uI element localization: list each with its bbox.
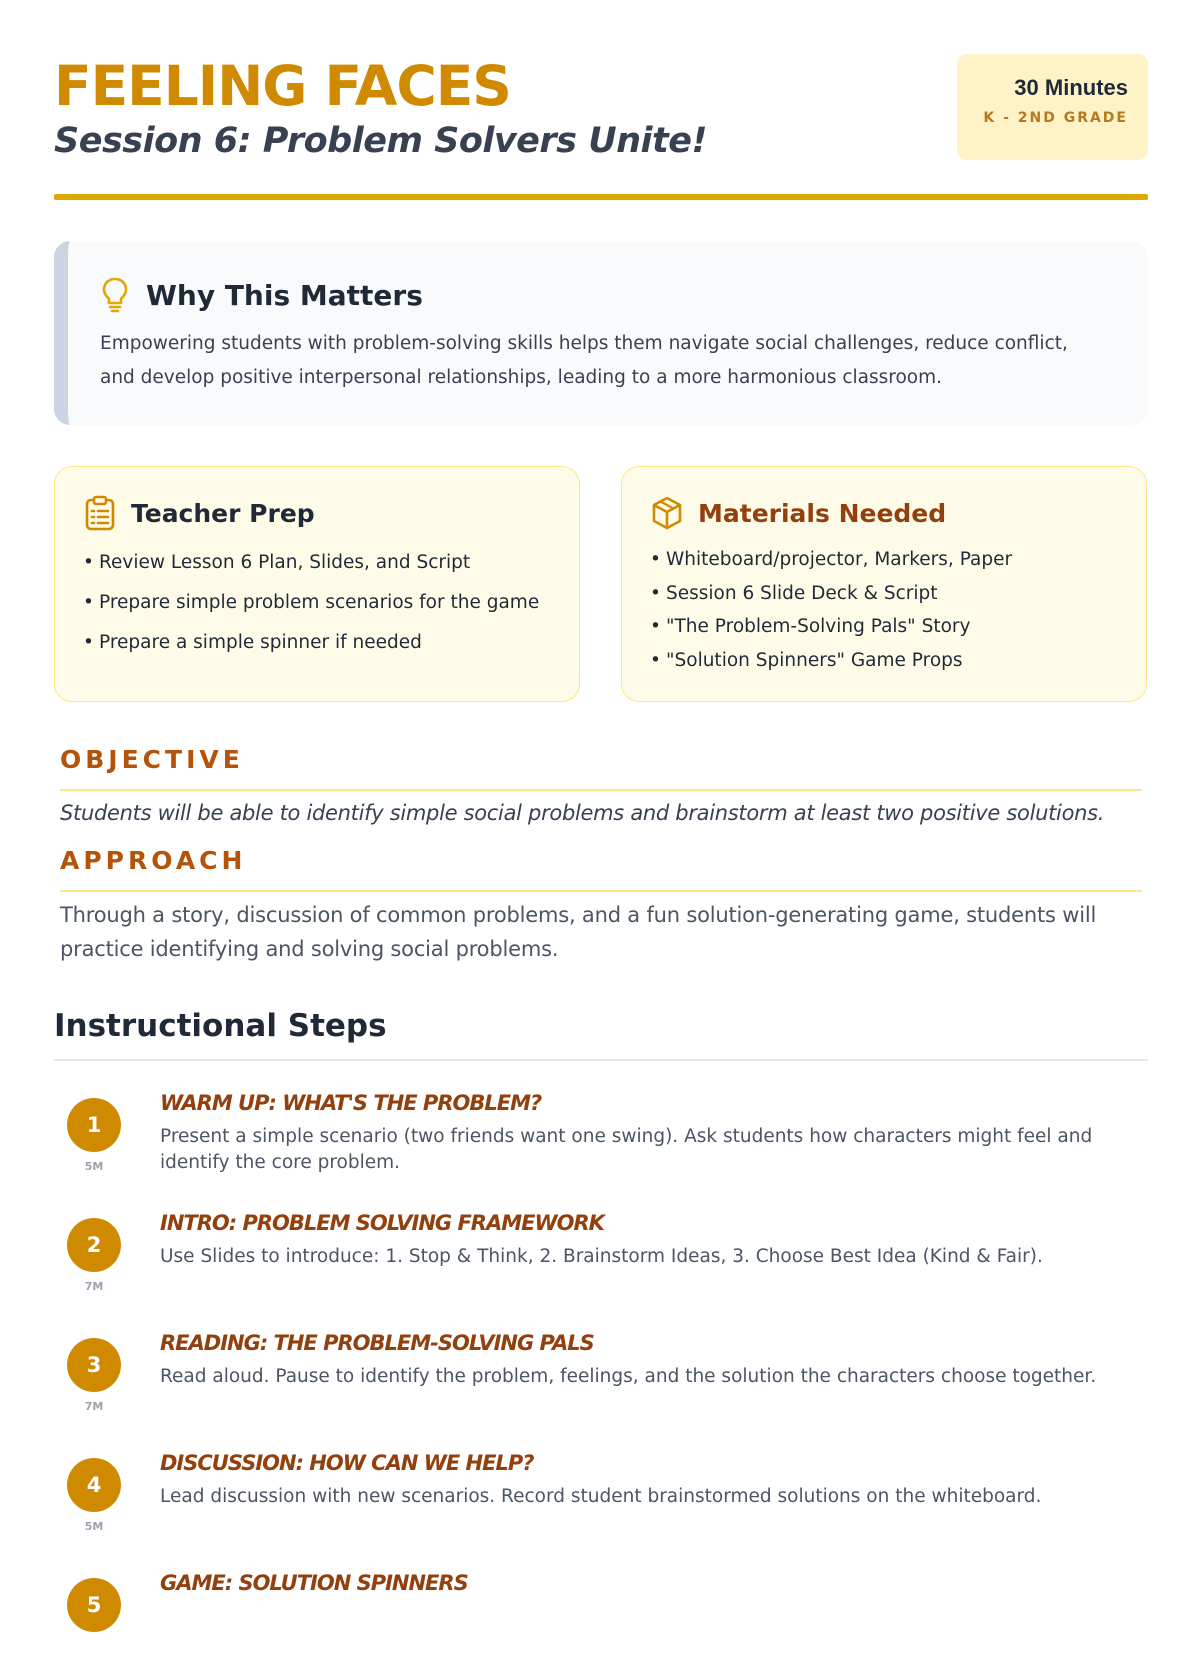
clipboard-icon — [83, 495, 117, 531]
step-title: WARM UP: WHAT'S THE PROBLEM? — [160, 1091, 542, 1115]
step-number: 2 — [67, 1218, 121, 1272]
step-description: Present a simple scenario (two friends want one swing). Ask students how characters might feel and identify the core problem. — [160, 1126, 1093, 1173]
teacher-prep-list — [83, 543, 551, 663]
step-item — [54, 1568, 1148, 1678]
step-description: Lead discussion with new scenarios. Record student brainstormed solutions on the whiteboard. — [160, 1486, 1042, 1507]
why-title: Why This Matters — [146, 278, 423, 312]
step-description: Use Slides to introduce: 1. Stop & Think, 2. Brainstorm Ideas, 3. Choose Best Idea (Kind & Fair). — [160, 1246, 1043, 1267]
teacher-prep-title: Teacher Prep — [131, 498, 315, 528]
step-duration: 7M — [84, 1280, 104, 1293]
session-info-badge — [957, 54, 1148, 160]
list-item: • Prepare simple problem scenarios for the game — [83, 583, 551, 623]
page-title: FEELING FACES — [54, 54, 511, 118]
list-item: • Review Lesson 6 Plan, Slides, and Script — [83, 543, 551, 583]
objective-divider — [60, 789, 1142, 791]
step-title: READING: THE PROBLEM-SOLVING PALS — [160, 1331, 594, 1355]
duration-label: 30 Minutes — [1014, 75, 1128, 100]
list-item: • Prepare a simple spinner if needed — [83, 623, 551, 663]
step-description: Read aloud. Pause to identify the problem, feelings, and the solution the characters choose together. — [160, 1366, 1097, 1387]
step-item — [54, 1208, 1148, 1318]
step-item — [54, 1448, 1148, 1558]
lightbulb-icon — [100, 276, 130, 314]
materials-card — [621, 466, 1147, 702]
materials-list — [650, 543, 1118, 677]
step-title: INTRO: PROBLEM SOLVING FRAMEWORK — [160, 1211, 604, 1235]
step-number: 3 — [67, 1338, 121, 1392]
objective-text: Students will be able to identify simple social problems and brainstorm at least two positive solutions. — [60, 801, 1105, 825]
objective-label: OBJECTIVE — [60, 745, 244, 774]
list-item: • Whiteboard/projector, Markers, Paper — [650, 543, 1118, 577]
materials-title: Materials Needed — [698, 498, 947, 528]
step-number: 1 — [67, 1098, 121, 1152]
why-this-matters-box — [54, 241, 1148, 425]
page-header — [54, 54, 1148, 200]
approach-label: APPROACH — [60, 846, 247, 875]
approach-divider — [60, 890, 1142, 892]
step-item — [54, 1328, 1148, 1438]
step-duration: 5M — [84, 1520, 104, 1533]
steps-divider — [54, 1059, 1148, 1061]
list-item: • "Solution Spinners" Game Props — [650, 644, 1118, 678]
step-duration: 7M — [84, 1400, 104, 1413]
step-number: 5 — [67, 1578, 121, 1632]
teacher-prep-card — [54, 466, 580, 702]
page-subtitle: Session 6: Problem Solvers Unite! — [54, 121, 707, 161]
box-icon — [650, 495, 684, 531]
step-title: GAME: SOLUTION SPINNERS — [160, 1571, 468, 1595]
approach-text: Through a story, discussion of common problems, and a fun solution-generating game, students will practice identifying and solving social problems. — [60, 903, 1097, 961]
why-body: Empowering students with problem-solving skills helps them navigate social challenges, reduce conflict, and develop positive interpersonal relationships, leading to a more harmonious classroom. — [100, 333, 1068, 388]
step-duration: 5M — [84, 1160, 104, 1173]
list-item: • Session 6 Slide Deck & Script — [650, 577, 1118, 611]
grade-label: K - 2ND GRADE — [983, 110, 1128, 126]
list-item: • "The Problem-Solving Pals" Story — [650, 610, 1118, 644]
step-title: DISCUSSION: HOW CAN WE HELP? — [160, 1451, 534, 1475]
step-item — [54, 1088, 1148, 1198]
step-number: 4 — [67, 1458, 121, 1512]
steps-heading: Instructional Steps — [54, 1008, 387, 1044]
header-divider — [54, 194, 1148, 200]
lesson-page — [54, 0, 1148, 1617]
